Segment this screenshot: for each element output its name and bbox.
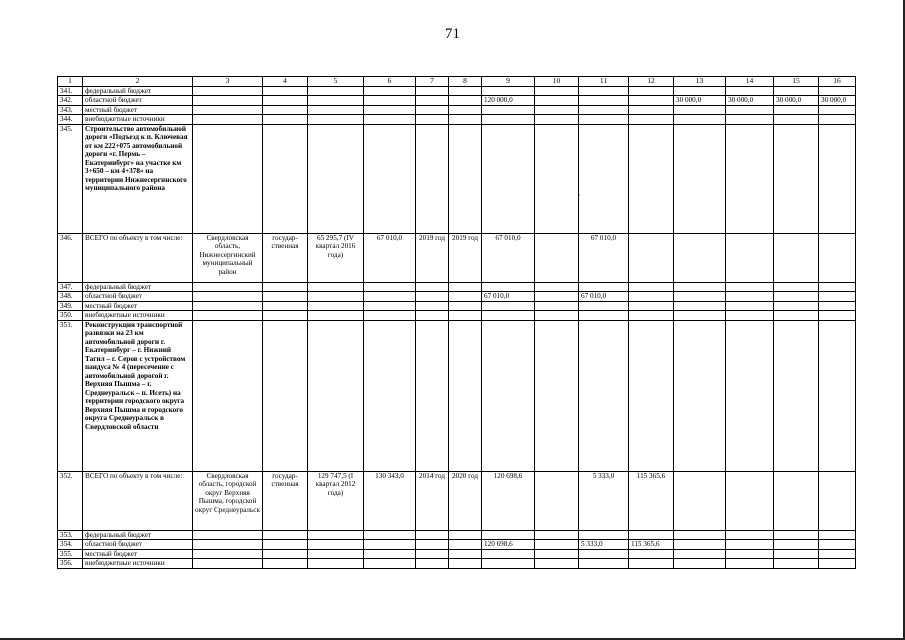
cell-c7 [416,320,449,471]
cell-c14 [726,233,774,282]
cell-c8 [449,311,482,320]
cell-c11 [579,115,629,124]
cell-c7 [416,96,449,105]
cell-c16 [819,540,856,549]
cell-c9 [482,311,535,320]
cell-c13 [674,115,726,124]
cell-c11 [579,105,629,114]
cell-c8 [449,124,482,233]
cell-c10 [535,87,579,96]
cell-c11 [579,311,629,320]
cell-c12 [629,124,674,233]
cell-c14 [726,87,774,96]
column-header: 10 [535,77,579,87]
cell-c13: 30 000,0 [674,96,726,105]
row-number: 345. [58,124,83,233]
cell-c3 [193,549,263,558]
table-row [58,282,856,291]
cell-c11: 5 333,0 [579,540,629,549]
cell-c10 [535,559,579,568]
cell-c7 [416,301,449,310]
cell-c12 [629,96,674,105]
column-header: 5 [308,77,364,87]
column-header: 7 [416,77,449,87]
cell-c15 [774,559,819,568]
cell-c13 [674,124,726,233]
cell-c6 [364,311,416,320]
cell-c11 [579,301,629,310]
cell-c11: 67 010,0 [579,292,629,301]
cell-c15 [774,320,819,471]
cell-c6 [364,530,416,539]
cell-c5 [308,292,364,301]
cell-c12 [629,301,674,310]
cell-c7: 2019 год [416,233,449,282]
column-header: 15 [774,77,819,87]
cell-c4 [263,530,308,539]
table-row [58,559,856,568]
cell-c8 [449,540,482,549]
cell-c6: 130 343,0 [364,471,416,530]
row-name: местный бюджет [83,549,193,558]
cell-c12 [629,282,674,291]
cell-c4 [263,301,308,310]
column-header: 8 [449,77,482,87]
cell-c8 [449,96,482,105]
cell-c10 [535,115,579,124]
row-name: ВСЕГО по объекту в том числе: [83,233,193,282]
cell-c14 [726,311,774,320]
column-header: 16 [819,77,856,87]
row-number: 342. [58,96,83,105]
cell-c4 [263,320,308,471]
cell-c3 [193,311,263,320]
cell-c9: 120 000,0 [482,96,535,105]
row-name: областной бюджет [83,96,193,105]
row-name: ВСЕГО по объекту в том числе: [83,471,193,530]
cell-c13 [674,311,726,320]
row-name: местный бюджет [83,105,193,114]
cell-c9: 120 698,6 [482,540,535,549]
cell-c6 [364,559,416,568]
cell-c10 [535,282,579,291]
cell-c16 [819,87,856,96]
row-number: 350. [58,311,83,320]
cell-c9: 67 010,0 [482,292,535,301]
cell-c7 [416,87,449,96]
cell-c15: 30 000,0 [774,96,819,105]
row-number: 352. [58,471,83,530]
table-row [58,320,856,471]
cell-c5 [308,105,364,114]
row-number: 346. [58,233,83,282]
cell-c15 [774,282,819,291]
cell-c5 [308,124,364,233]
cell-c5 [308,115,364,124]
cell-c12 [629,530,674,539]
cell-c15 [774,105,819,114]
cell-c13 [674,471,726,530]
cell-c11 [579,549,629,558]
cell-c6: 67 010,0 [364,233,416,282]
row-name: внебюджетные источники [83,115,193,124]
cell-c12 [629,233,674,282]
cell-c14 [726,115,774,124]
cell-c6 [364,115,416,124]
cell-c10 [535,292,579,301]
cell-c14 [726,540,774,549]
column-header: 13 [674,77,726,87]
cell-c8: 2020 год [449,471,482,530]
cell-c9 [482,124,535,233]
cell-c13 [674,105,726,114]
cell-c8 [449,559,482,568]
cell-c9 [482,549,535,558]
cell-c12 [629,311,674,320]
row-name: федеральный бюджет [83,87,193,96]
cell-c10 [535,105,579,114]
cell-c10 [535,530,579,539]
cell-c14 [726,549,774,558]
cell-c10 [535,124,579,233]
cell-c9 [482,87,535,96]
row-number: 347. [58,282,83,291]
cell-c14 [726,471,774,530]
cell-c16 [819,282,856,291]
row-number: 356. [58,559,83,568]
cell-c11 [579,282,629,291]
cell-c5 [308,311,364,320]
cell-c7 [416,292,449,301]
table-row [58,233,856,282]
table-row [58,301,856,310]
cell-c13 [674,320,726,471]
row-name: внебюджетные источники [83,559,193,568]
cell-c15 [774,233,819,282]
table-row [58,471,856,530]
row-number: 351. [58,320,83,471]
cell-c3 [193,124,263,233]
column-header: 3 [193,77,263,87]
column-header: 6 [364,77,416,87]
cell-c3 [193,292,263,301]
cell-c7 [416,530,449,539]
cell-c3 [193,282,263,291]
cell-c16 [819,549,856,558]
row-number: 354. [58,540,83,549]
cell-c16 [819,301,856,310]
cell-c9: 67 010,0 [482,233,535,282]
cell-c13 [674,233,726,282]
cell-c13 [674,530,726,539]
cell-c6 [364,96,416,105]
row-number: 355. [58,549,83,558]
cell-c16 [819,105,856,114]
cell-c4 [263,96,308,105]
cell-c9 [482,559,535,568]
cell-c10 [535,96,579,105]
cell-c5 [308,320,364,471]
cell-c13 [674,87,726,96]
cell-c13 [674,301,726,310]
cell-c15 [774,549,819,558]
cell-c7 [416,124,449,233]
cell-c8 [449,292,482,301]
cell-c6 [364,282,416,291]
cell-c10 [535,301,579,310]
cell-c12 [629,559,674,568]
cell-c12: 115 365,6 [629,471,674,530]
cell-c4 [263,282,308,291]
cell-c3 [193,105,263,114]
cell-c12 [629,292,674,301]
cell-c12 [629,320,674,471]
cell-c9 [482,301,535,310]
table-row [58,530,856,539]
row-number: 343. [58,105,83,114]
cell-c7 [416,559,449,568]
cell-c8 [449,282,482,291]
cell-c5 [308,549,364,558]
cell-c6 [364,540,416,549]
cell-c5 [308,301,364,310]
cell-c15 [774,124,819,233]
cell-c5 [308,540,364,549]
cell-c9 [482,320,535,471]
cell-c5 [308,530,364,539]
cell-c11 [579,87,629,96]
table-row [58,124,856,233]
page-number: 71 [445,26,460,42]
cell-c3 [193,530,263,539]
row-name: местный бюджет [83,301,193,310]
cell-c9: 120 698,6 [482,471,535,530]
cell-c5 [308,87,364,96]
cell-c16 [819,292,856,301]
cell-c3: Свердловская область, городской округ Верхняя Пышма, городской округ Среднеуральск [193,471,263,530]
cell-c11 [579,530,629,539]
cell-c7 [416,115,449,124]
cell-c16 [819,320,856,471]
cell-c6 [364,301,416,310]
column-header: 12 [629,77,674,87]
column-number-row [58,77,856,87]
cell-c8 [449,549,482,558]
cell-c4 [263,311,308,320]
cell-c4 [263,115,308,124]
column-header: 14 [726,77,774,87]
cell-c12 [629,87,674,96]
cell-c5 [308,96,364,105]
cell-c16 [819,530,856,539]
cell-c7 [416,540,449,549]
cell-c10 [535,540,579,549]
cell-c7 [416,282,449,291]
cell-c16 [819,115,856,124]
cell-c5: 65 295,7 (IV квартал 2016 года) [308,233,364,282]
column-header: 9 [482,77,535,87]
cell-c13 [674,292,726,301]
cell-c14 [726,530,774,539]
cell-c4 [263,105,308,114]
row-name: федеральный бюджет [83,530,193,539]
cell-c3 [193,540,263,549]
table-row [58,105,856,114]
cell-c9 [482,105,535,114]
cell-c4 [263,124,308,233]
row-number: 344. [58,115,83,124]
cell-c11 [579,559,629,568]
cell-c8 [449,87,482,96]
cell-c14 [726,124,774,233]
cell-c14 [726,320,774,471]
cell-c8 [449,105,482,114]
cell-c8 [449,115,482,124]
table-row [58,87,856,96]
cell-c14 [726,559,774,568]
cell-c16 [819,471,856,530]
row-number: 353. [58,530,83,539]
cell-c9 [482,282,535,291]
cell-c11 [579,320,629,471]
cell-c13 [674,282,726,291]
table-row [58,292,856,301]
row-name: областной бюджет [83,540,193,549]
row-name: федеральный бюджет [83,282,193,291]
cell-c7: 2014 год [416,471,449,530]
cell-c8 [449,530,482,539]
cell-c6 [364,124,416,233]
cell-c15 [774,115,819,124]
cell-c4: государ-ственная [263,233,308,282]
cell-c6 [364,87,416,96]
cell-c12 [629,115,674,124]
row-number: 341. [58,87,83,96]
cell-c5 [308,282,364,291]
cell-c4 [263,559,308,568]
cell-c4 [263,87,308,96]
cell-c3 [193,87,263,96]
row-name: Реконструкция транспортной развязки на 23 км автомобильной дороги г. Екатеринбург – г. Нижний Тагил – г. Серов с устройством пандуса № 4 (пересечение с автомобильной дорогой г. Верхняя Пышма – г. Среднеуральск – п. Исеть) на территории городского округа Верхняя Пышма и городского округа Среднеуральск в Свердловской области [83,320,193,471]
cell-c6 [364,292,416,301]
cell-c13 [674,540,726,549]
column-header: 2 [83,77,193,87]
cell-c12: 115 365,6 [629,540,674,549]
cell-c16 [819,124,856,233]
cell-c10 [535,320,579,471]
cell-c10 [535,233,579,282]
table-row [58,540,856,549]
cell-c14 [726,301,774,310]
cell-c15 [774,530,819,539]
cell-c13 [674,549,726,558]
row-number: 348. [58,292,83,301]
cell-c14: 30 000,0 [726,96,774,105]
cell-c6 [364,549,416,558]
cell-c4: государ-ственная [263,471,308,530]
cell-c3 [193,301,263,310]
column-header: 11 [579,77,629,87]
cell-c16 [819,559,856,568]
table-row [58,96,856,105]
column-header: 1 [58,77,83,87]
cell-c15 [774,301,819,310]
scan-dot: · [578,191,581,200]
cell-c5 [308,559,364,568]
cell-c10 [535,471,579,530]
cell-c12 [629,549,674,558]
cell-c8 [449,301,482,310]
cell-c11: 5 333,0 [579,471,629,530]
cell-c10 [535,549,579,558]
row-number: 349. [58,301,83,310]
cell-c12 [629,105,674,114]
column-header: 4 [263,77,308,87]
cell-c11 [579,96,629,105]
cell-c11: 67 010,0 [579,233,629,282]
cell-c15 [774,311,819,320]
budget-table [57,76,856,569]
row-name: внебюджетные источники [83,311,193,320]
table-row [58,549,856,558]
cell-c4 [263,292,308,301]
cell-c3 [193,115,263,124]
cell-c5: 129 747,5 (I квартал 2012 года) [308,471,364,530]
cell-c7 [416,105,449,114]
cell-c6 [364,105,416,114]
table-row [58,115,856,124]
cell-c14 [726,292,774,301]
cell-c8 [449,320,482,471]
cell-c16: 30 000,0 [819,96,856,105]
cell-c9 [482,530,535,539]
cell-c7 [416,549,449,558]
cell-c8: 2019 год [449,233,482,282]
cell-c10 [535,311,579,320]
cell-c6 [364,320,416,471]
cell-c15 [774,471,819,530]
cell-c3 [193,320,263,471]
cell-c13 [674,559,726,568]
cell-c3 [193,559,263,568]
cell-c3: Свердловская область, Нижнесергинский муниципальный район [193,233,263,282]
cell-c4 [263,549,308,558]
row-name: Строительство автомобильной дороги «Подъезд к п. Ключевая от км 222+075 автомобильной дороги «г. Пермь – Екатеринбург» на участке км 3+650 – км 4+378» на территории Нижнесергинского муниципального района [83,124,193,233]
cell-c9 [482,115,535,124]
cell-c11 [579,124,629,233]
cell-c7 [416,311,449,320]
cell-c3 [193,96,263,105]
cell-c15 [774,540,819,549]
row-name: областной бюджет [83,292,193,301]
cell-c14 [726,105,774,114]
cell-c4 [263,540,308,549]
cell-c16 [819,311,856,320]
table-body [58,77,856,569]
cell-c15 [774,87,819,96]
cell-c16 [819,233,856,282]
table-row [58,311,856,320]
cell-c15 [774,292,819,301]
cell-c14 [726,282,774,291]
